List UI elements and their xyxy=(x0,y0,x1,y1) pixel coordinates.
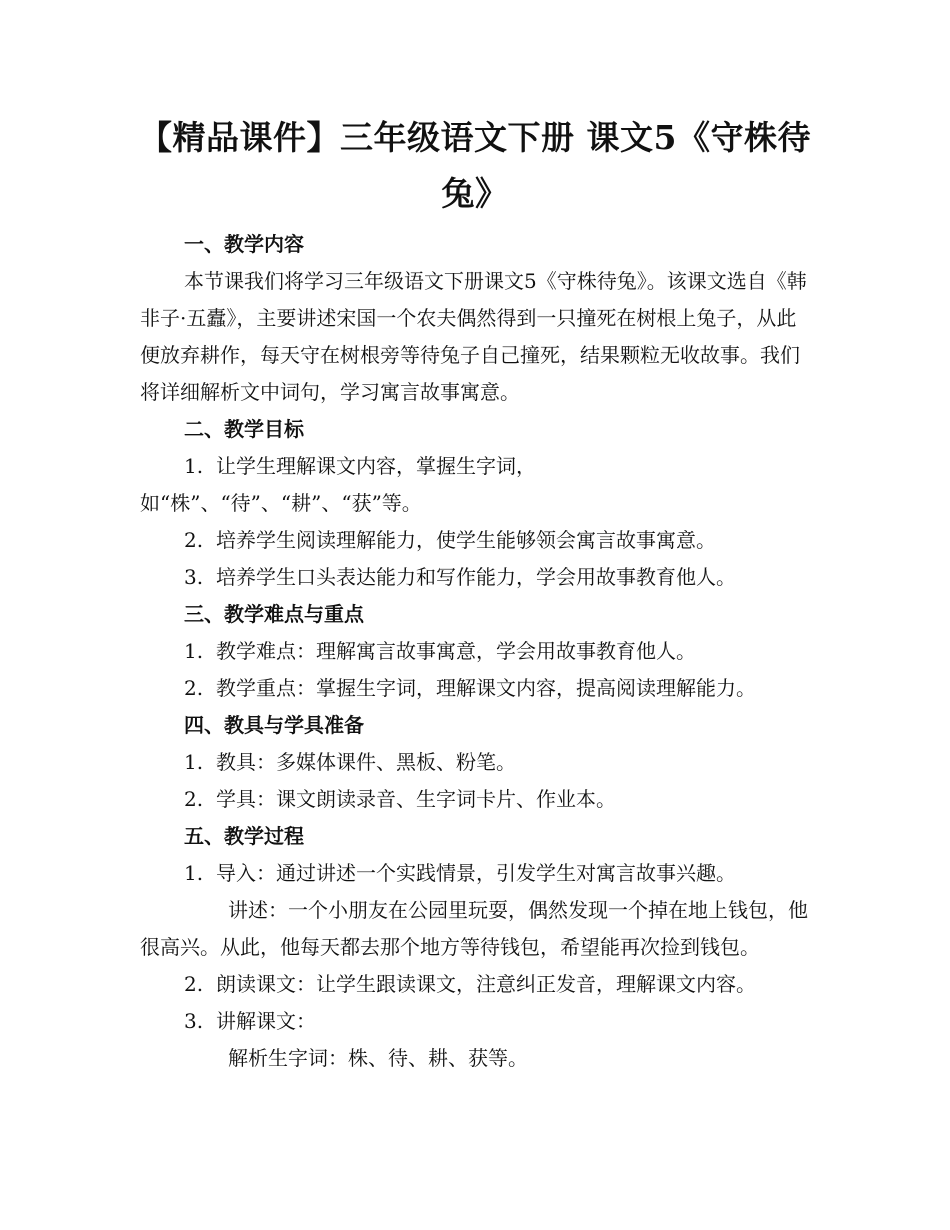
list-item-text: 培养学生口头表达能力和写作能力，学会用故事教育他人。 xyxy=(216,565,736,589)
list-item-number: 2. xyxy=(184,787,204,811)
list-item-text: 学具：课文朗读录音、生字词卡片、作业本。 xyxy=(216,787,616,811)
section-paragraph-content: 本节课我们将学习三年级语文下册课文5《守株待兔》。该课文选自《韩非子·五蠹》，主要讲述宋国一个农夫偶然得到一只撞死在树根上兔子，从此便放弃耕作，每天守在树根旁等待兔子自己撞死，结果颗粒无收故事。我们将详细解析文中词句，学习寓言故事寓意。 xyxy=(140,269,807,404)
document-body xyxy=(140,226,810,1077)
document-title: 【精品课件】三年级语文下册 课文5《守株待兔》 xyxy=(139,118,811,213)
list-item xyxy=(140,522,810,559)
section-heading-goals: 二、教学目标 xyxy=(184,417,304,441)
list-item xyxy=(140,781,810,818)
list-item-text: 教具：多媒体课件、黑板、粉笔。 xyxy=(216,750,516,774)
list-item-number: 1. xyxy=(184,639,204,663)
list-item-text: 教学重点：掌握生字词，理解课文内容，提高阅读理解能力。 xyxy=(216,676,756,700)
list-item-number: 2. xyxy=(184,528,204,552)
list-item-text: 讲解课文： xyxy=(216,1009,316,1033)
sub-paragraph: 解析生字词：株、待、耕、获等。 xyxy=(228,1046,528,1070)
section-heading-materials: 四、教具与学具准备 xyxy=(184,713,364,737)
list-item-text: 朗读课文：让学生跟读课文，注意纠正发音，理解课文内容。 xyxy=(216,972,756,996)
list-item-text: 培养学生阅读理解能力，使学生能够领会寓言故事寓意。 xyxy=(216,528,716,552)
list-item-text: 教学难点：理解寓言故事寓意，学会用故事教育他人。 xyxy=(216,639,696,663)
list-item-number: 2. xyxy=(184,972,204,996)
list-item xyxy=(140,633,810,670)
section-heading-difficulties: 三、教学难点与重点 xyxy=(184,602,364,626)
list-item-number: 1. xyxy=(184,750,204,774)
list-item xyxy=(140,855,810,892)
list-item xyxy=(140,1003,810,1040)
list-item xyxy=(140,448,810,522)
story-paragraph: 讲述：一个小朋友在公园里玩耍，偶然发现一个掉在地上钱包，他很高兴。从此，他每天都去那个地方等待钱包，希望能再次捡到钱包。 xyxy=(140,898,808,959)
list-item-number: 1. xyxy=(184,454,204,478)
list-item xyxy=(140,559,810,596)
list-item-number: 1. xyxy=(184,861,204,885)
list-item-number: 2. xyxy=(184,676,204,700)
list-item-text: 导入：通过讲述一个实践情景，引发学生对寓言故事兴趣。 xyxy=(216,861,736,885)
section-heading-content: 一、教学内容 xyxy=(184,232,304,256)
list-item xyxy=(140,670,810,707)
list-item-number: 3. xyxy=(184,1009,204,1033)
list-item xyxy=(140,966,810,1003)
list-item-text: 让学生理解课文内容，掌握生字词，如“株”、“待”、“耕”、“获”等。 xyxy=(140,454,536,515)
list-item xyxy=(140,744,810,781)
list-item-number: 3. xyxy=(184,565,204,589)
section-heading-process: 五、教学过程 xyxy=(184,824,304,848)
